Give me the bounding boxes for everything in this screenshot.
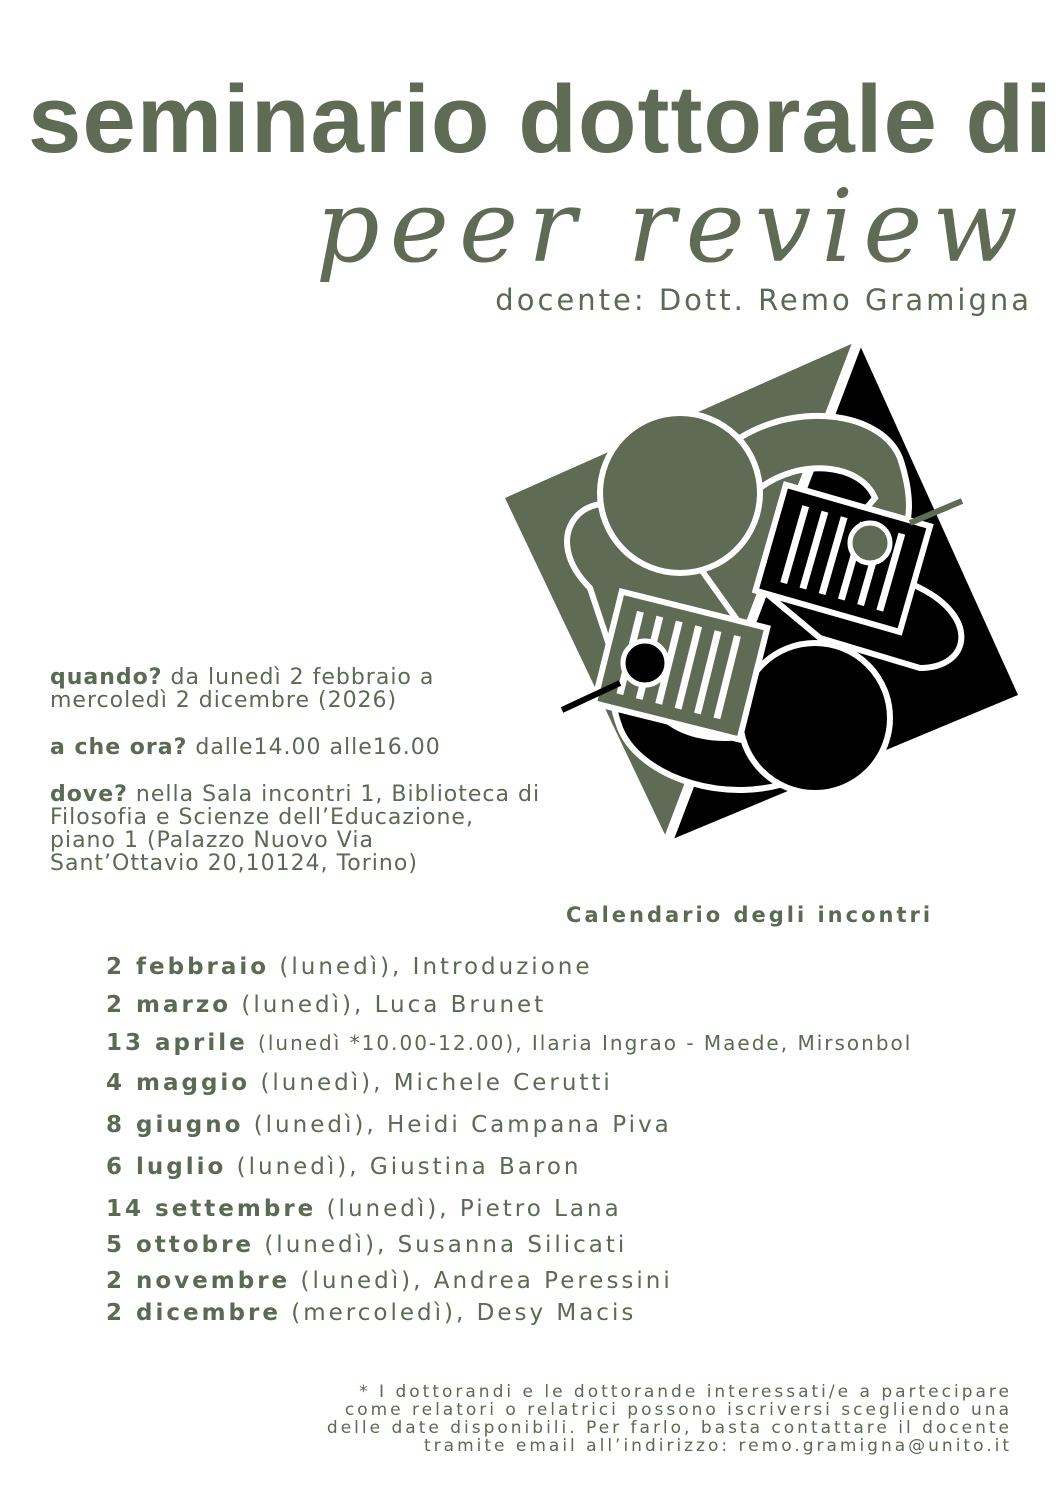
where-line-4: Sant’Ottavio 20,10124, Torino) xyxy=(50,851,418,876)
schedule-item xyxy=(106,990,546,1020)
where-line-1: nella Sala incontri 1, Biblioteca di xyxy=(135,782,541,807)
when-line-2: mercoledì 2 dicembre (2026) xyxy=(50,688,398,713)
schedule-date: 2 dicembre xyxy=(106,1300,281,1326)
info-time xyxy=(50,736,630,759)
green-person-head xyxy=(600,413,760,573)
peer-review-emblem-icon xyxy=(500,338,1030,848)
when-line-1: da lunedì 2 febbraio a xyxy=(170,665,435,690)
footnote xyxy=(112,1383,1012,1455)
schedule-date: 13 aprile xyxy=(106,1030,248,1056)
footnote-line-2: come relatori o relatrici possono iscriversi scegliendo una xyxy=(344,1400,1012,1420)
title-line-1: seminario dottorale di xyxy=(28,66,1053,173)
schedule-date: 2 marzo xyxy=(106,992,232,1018)
schedule-item xyxy=(106,1152,582,1182)
info-where xyxy=(50,783,630,875)
when-label: quando? xyxy=(50,665,163,690)
schedule-item xyxy=(106,1194,622,1224)
black-person-head xyxy=(740,643,890,793)
schedule-date: 8 giugno xyxy=(106,1112,244,1138)
info-when xyxy=(50,666,630,712)
schedule-detail: (lunedì), Introduzione xyxy=(279,954,593,980)
schedule-detail: (lunedì), Giustina Baron xyxy=(236,1154,582,1180)
teacher-line: docente: Dott. Remo Gramigna xyxy=(495,283,1032,317)
schedule-detail: (lunedì), Heidi Campana Piva xyxy=(253,1112,672,1138)
schedule-date: 2 novembre xyxy=(106,1268,291,1294)
schedule-date: 4 maggio xyxy=(106,1070,251,1096)
time-label: a che ora? xyxy=(50,735,188,760)
title-line-2: peer review xyxy=(315,168,1028,285)
where-line-2: Filosofia e Scienze dell’Educazione, xyxy=(50,805,474,830)
schedule-item xyxy=(106,1028,912,1058)
schedule-detail: (mercoledì), Desy Macis xyxy=(291,1300,637,1326)
schedule-detail: (lunedì *10.00-12.00), Ilaria Ingrao - Maede, Mirsonbol xyxy=(258,1031,913,1055)
schedule-date: 5 ottobre xyxy=(106,1232,255,1258)
schedule-date: 6 luglio xyxy=(106,1154,227,1180)
schedule-item xyxy=(106,1110,672,1140)
where-line-3: piano 1 (Palazzo Nuovo Via xyxy=(50,828,374,853)
footnote-line-3: delle date disponibili. Per farlo, basta contattare il docente xyxy=(326,1418,1012,1438)
schedule-item xyxy=(106,1068,613,1098)
schedule-date: 14 settembre xyxy=(106,1196,317,1222)
schedule-detail: (lunedì), Pietro Lana xyxy=(326,1196,622,1222)
footnote-line-4: tramite email all’indirizzo: remo.gramigna@unito.it xyxy=(424,1436,1012,1456)
schedule-item xyxy=(106,1230,627,1260)
schedule-item xyxy=(106,1298,636,1328)
schedule-item xyxy=(106,1266,673,1296)
time-value: dalle14.00 alle16.00 xyxy=(195,735,441,760)
where-label: dove? xyxy=(50,782,128,807)
calendar-title: Calendario degli incontri xyxy=(566,903,934,927)
footnote-line-1: * I dottorandi e le dottorande interessati/e a partecipare xyxy=(359,1382,1012,1402)
schedule-date: 2 febbraio xyxy=(106,954,270,980)
schedule-detail: (lunedì), Susanna Silicati xyxy=(264,1232,628,1258)
schedule-detail: (lunedì), Luca Brunet xyxy=(241,992,547,1018)
schedule-detail: (lunedì), Michele Cerutti xyxy=(260,1070,613,1096)
schedule-item xyxy=(106,952,593,982)
green-hand xyxy=(850,523,890,563)
schedule-detail: (lunedì), Andrea Peressini xyxy=(300,1268,673,1294)
